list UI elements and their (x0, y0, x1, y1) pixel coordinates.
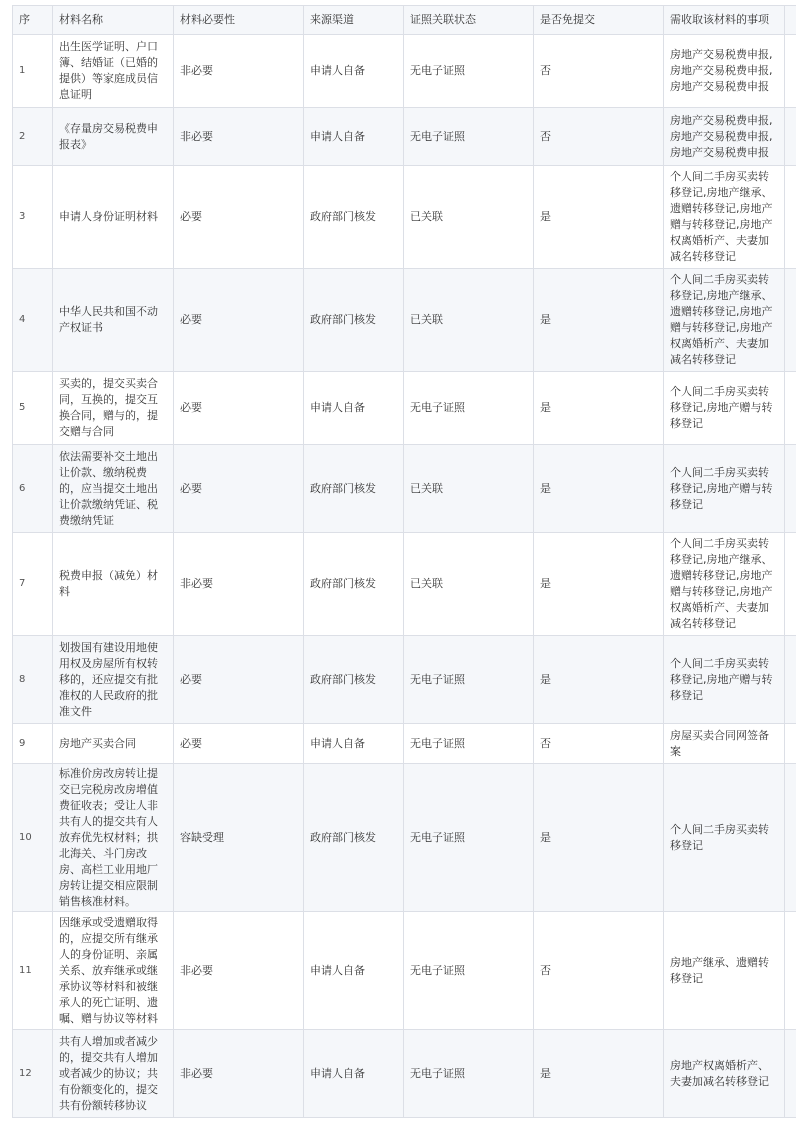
source-channel-cell: 政府部门核发 (304, 269, 404, 372)
related-items-cell: 个人间二手房买卖转移登记,房地产继承、遗赠转移登记,房地产赠与转移登记,房地产权离婚析产、夫妻加减名转移登记 (664, 269, 785, 372)
table-row (13, 636, 796, 724)
related-items-cell: 房屋买卖合同网签备案 (664, 724, 785, 764)
table-row (13, 108, 796, 166)
exempt-flag-cell: 否 (534, 912, 664, 1030)
materials-table (12, 5, 796, 1118)
overflow-cell (785, 724, 796, 764)
material-name-cell: 共有人增加或者减少的，提交共有人增加或者减少的协议；共有份额变化的，提交共有份额转移协议 (53, 1030, 174, 1118)
overflow-cell (785, 372, 796, 445)
license-status-cell: 无电子证照 (404, 35, 534, 108)
table-row (13, 1030, 796, 1118)
table-row (13, 269, 796, 372)
exempt-flag-cell: 否 (534, 108, 664, 166)
license-status-cell: 无电子证照 (404, 636, 534, 724)
necessity-cell: 非必要 (174, 912, 304, 1030)
material-name-cell: 因继承或受遗赠取得的，应提交所有继承人的身份证明、亲属关系、放弃继承或继承协议等材料和被继承人的死亡证明、遗嘱、赠与协议等材料 (53, 912, 174, 1030)
table-row (13, 372, 796, 445)
license-status-cell: 已关联 (404, 269, 534, 372)
material-name-cell: 出生医学证明、户口簿、结婚证（已婚的提供）等家庭成员信息证明 (53, 35, 174, 108)
related-items-cell: 房地产继承、遗赠转移登记 (664, 912, 785, 1030)
material-name-cell: 《存量房交易税费申报表》 (53, 108, 174, 166)
exempt-flag-cell: 是 (534, 269, 664, 372)
related-items-cell: 房地产交易税费申报,房地产交易税费申报,房地产交易税费申报 (664, 35, 785, 108)
necessity-cell: 必要 (174, 636, 304, 724)
exempt-flag-cell: 是 (534, 445, 664, 533)
source-channel-cell: 政府部门核发 (304, 445, 404, 533)
related-items-cell: 个人间二手房买卖转移登记 (664, 764, 785, 912)
table-row (13, 35, 796, 108)
source-channel-cell: 政府部门核发 (304, 636, 404, 724)
necessity-cell: 非必要 (174, 108, 304, 166)
related-items-cell: 个人间二手房买卖转移登记,房地产赠与转移登记 (664, 445, 785, 533)
overflow-cell (785, 912, 796, 1030)
row-index-cell: 4 (13, 269, 53, 372)
source-channel-cell: 申请人自备 (304, 35, 404, 108)
source-channel-cell: 申请人自备 (304, 1030, 404, 1118)
row-index-cell: 5 (13, 372, 53, 445)
source-channel-cell: 申请人自备 (304, 108, 404, 166)
exempt-flag-cell: 是 (534, 636, 664, 724)
header-license-status: 证照关联状态 (404, 6, 534, 35)
overflow-cell (785, 636, 796, 724)
necessity-cell: 容缺受理 (174, 764, 304, 912)
row-index-cell: 11 (13, 912, 53, 1030)
overflow-cell (785, 269, 796, 372)
exempt-flag-cell: 是 (534, 764, 664, 912)
exempt-flag-cell: 否 (534, 724, 664, 764)
material-name-cell: 房地产买卖合同 (53, 724, 174, 764)
row-index-cell: 2 (13, 108, 53, 166)
header-source: 来源渠道 (304, 6, 404, 35)
material-name-cell: 申请人身份证明材料 (53, 166, 174, 269)
license-status-cell: 无电子证照 (404, 912, 534, 1030)
header-index: 序 (13, 6, 53, 35)
table-row (13, 912, 796, 1030)
necessity-cell: 非必要 (174, 35, 304, 108)
related-items-cell: 个人间二手房买卖转移登记,房地产继承、遗赠转移登记,房地产赠与转移登记,房地产权离婚析产、夫妻加减名转移登记 (664, 166, 785, 269)
related-items-cell: 个人间二手房买卖转移登记,房地产赠与转移登记 (664, 372, 785, 445)
necessity-cell: 必要 (174, 445, 304, 533)
materials-table-container (12, 5, 796, 1118)
source-channel-cell: 申请人自备 (304, 724, 404, 764)
related-items-cell: 个人间二手房买卖转移登记,房地产继承、遗赠转移登记,房地产赠与转移登记,房地产权离婚析产、夫妻加减名转移登记 (664, 533, 785, 636)
necessity-cell: 必要 (174, 372, 304, 445)
license-status-cell: 已关联 (404, 445, 534, 533)
header-related-items: 需收取该材料的事项 (664, 6, 785, 35)
material-name-cell: 税费申报（减免）材料 (53, 533, 174, 636)
necessity-cell: 必要 (174, 269, 304, 372)
related-items-cell: 房地产权离婚析产、夫妻加减名转移登记 (664, 1030, 785, 1118)
necessity-cell: 非必要 (174, 533, 304, 636)
license-status-cell: 无电子证照 (404, 724, 534, 764)
row-index-cell: 1 (13, 35, 53, 108)
overflow-cell (785, 764, 796, 912)
material-name-cell: 标准价房改房转让提交已完税房改房增值费征收表；受让人非共有人的提交共有人放弃优先权材料；拱北海关、斗门房改房、高栏工业用地厂房转让提交相应限制销售核准材料。 (53, 764, 174, 912)
table-row (13, 445, 796, 533)
source-channel-cell: 政府部门核发 (304, 166, 404, 269)
row-index-cell: 7 (13, 533, 53, 636)
header-material-name: 材料名称 (53, 6, 174, 35)
header-necessity: 材料必要性 (174, 6, 304, 35)
related-items-cell: 房地产交易税费申报,房地产交易税费申报,房地产交易税费申报 (664, 108, 785, 166)
license-status-cell: 已关联 (404, 533, 534, 636)
row-index-cell: 8 (13, 636, 53, 724)
license-status-cell: 无电子证照 (404, 372, 534, 445)
necessity-cell: 必要 (174, 166, 304, 269)
source-channel-cell: 政府部门核发 (304, 533, 404, 636)
overflow-cell (785, 35, 796, 108)
exempt-flag-cell: 是 (534, 1030, 664, 1118)
material-name-cell: 划拨国有建设用地使用权及房屋所有权转移的，还应提交有批准权的人民政府的批准文件 (53, 636, 174, 724)
license-status-cell: 已关联 (404, 166, 534, 269)
material-name-cell: 买卖的，提交买卖合同，互换的，提交互换合同，赠与的，提交赠与合同 (53, 372, 174, 445)
overflow-cell (785, 533, 796, 636)
exempt-flag-cell: 否 (534, 35, 664, 108)
row-index-cell: 10 (13, 764, 53, 912)
necessity-cell: 必要 (174, 724, 304, 764)
exempt-flag-cell: 是 (534, 166, 664, 269)
row-index-cell: 6 (13, 445, 53, 533)
source-channel-cell: 申请人自备 (304, 912, 404, 1030)
license-status-cell: 无电子证照 (404, 108, 534, 166)
row-index-cell: 9 (13, 724, 53, 764)
table-row (13, 764, 796, 912)
material-name-cell: 依法需要补交土地出让价款、缴纳税费的，应当提交土地出让价款缴纳凭证、税费缴纳凭证 (53, 445, 174, 533)
overflow-cell (785, 108, 796, 166)
table-row (13, 166, 796, 269)
overflow-cell (785, 1030, 796, 1118)
table-row (13, 724, 796, 764)
table-header-row (13, 6, 796, 35)
related-items-cell: 个人间二手房买卖转移登记,房地产赠与转移登记 (664, 636, 785, 724)
exempt-flag-cell: 是 (534, 372, 664, 445)
table-row (13, 533, 796, 636)
header-exempt: 是否免提交 (534, 6, 664, 35)
source-channel-cell: 申请人自备 (304, 372, 404, 445)
row-index-cell: 12 (13, 1030, 53, 1118)
source-channel-cell: 政府部门核发 (304, 764, 404, 912)
overflow-cell (785, 166, 796, 269)
overflow-cell (785, 445, 796, 533)
exempt-flag-cell: 是 (534, 533, 664, 636)
header-overflow (785, 6, 796, 35)
material-name-cell: 中华人民共和国不动产权证书 (53, 269, 174, 372)
necessity-cell: 非必要 (174, 1030, 304, 1118)
license-status-cell: 无电子证照 (404, 764, 534, 912)
row-index-cell: 3 (13, 166, 53, 269)
license-status-cell: 无电子证照 (404, 1030, 534, 1118)
